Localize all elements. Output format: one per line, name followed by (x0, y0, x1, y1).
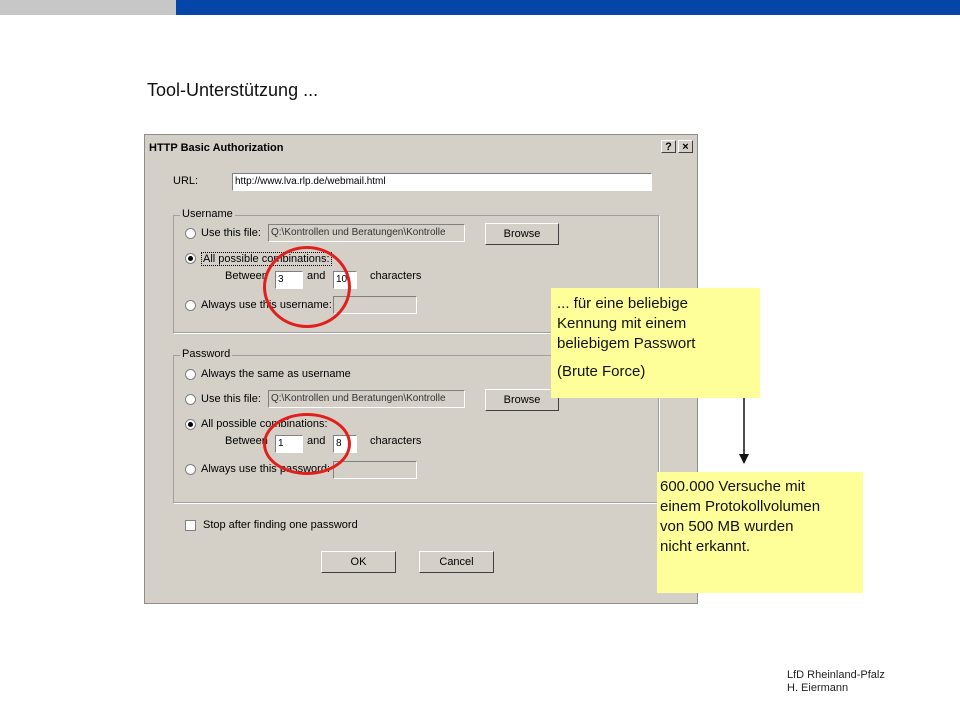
password-use-file-radio[interactable] (185, 394, 196, 405)
attempts-note-line: 600.000 Versuche mit (660, 478, 806, 495)
password-and-label: and (307, 435, 326, 447)
password-fixed-input[interactable] (333, 461, 417, 479)
username-characters-label: characters (370, 270, 422, 282)
brute-force-note (551, 288, 760, 398)
password-group-label: Password (182, 348, 231, 360)
help-button[interactable]: ? (661, 140, 676, 153)
username-max-input[interactable]: 10 (333, 271, 357, 289)
password-use-file-label: Use this file: (201, 393, 261, 405)
username-group-label: Username (182, 208, 233, 220)
brute-force-note-line: (Brute Force) (557, 363, 646, 380)
password-max-input[interactable]: 8 (333, 435, 357, 453)
stop-after-one-label: Stop after finding one password (203, 519, 358, 531)
top-bar-blue (176, 0, 960, 15)
username-and-label: and (307, 270, 326, 282)
slide-title: Tool-Unterstützung ... (147, 80, 319, 100)
footer-author: H. Eiermann (787, 682, 849, 694)
cancel-button[interactable]: Cancel (419, 551, 494, 573)
password-browse-button[interactable]: Browse (485, 389, 559, 411)
attempts-note-line: nicht erkannt. (660, 538, 751, 555)
highlight-ring-password (263, 413, 351, 475)
dialog-title: HTTP Basic Authorization (149, 142, 284, 154)
password-same-label: Always the same as username (201, 368, 351, 380)
url-label: URL: (173, 175, 199, 187)
username-always-radio[interactable] (185, 300, 196, 311)
footer-org: LfD Rheinland-Pfalz (787, 669, 885, 681)
attempts-note-line: von 500 MB wurden (660, 518, 794, 535)
username-between-label: Between (225, 270, 268, 282)
highlight-ring-username (263, 246, 351, 328)
password-same-radio[interactable] (185, 369, 196, 380)
url-input[interactable]: http://www.lva.rlp.de/webmail.html (232, 173, 652, 191)
stop-after-one-checkbox[interactable] (185, 520, 196, 531)
username-all-combinations-label: All possible combinations: (203, 253, 330, 265)
ok-button[interactable]: OK (321, 551, 396, 573)
password-all-combinations-radio[interactable] (185, 419, 196, 430)
password-always-radio[interactable] (185, 464, 196, 475)
username-file-input[interactable]: Q:\Kontrollen und Beratungen\Kontrolle (268, 224, 465, 242)
password-all-combinations-label: All possible combinations: (201, 418, 328, 430)
attempts-note (657, 472, 863, 593)
password-characters-label: characters (370, 435, 422, 447)
username-all-combinations-radio[interactable] (185, 253, 196, 264)
username-use-file-label: Use this file: (201, 227, 261, 239)
attempts-note-line: einem Protokollvolumen (660, 498, 821, 515)
top-bar-grey (0, 0, 176, 15)
brute-force-note-line: ... für eine beliebige (557, 295, 688, 312)
username-min-input[interactable]: 3 (275, 271, 303, 289)
username-use-file-radio[interactable] (185, 228, 196, 239)
password-between-label: Between (225, 435, 268, 447)
username-always-label: Always use this username: (201, 299, 332, 311)
arrow-down-icon (736, 398, 752, 468)
brute-force-note-line: beliebigem Passwort (557, 335, 696, 352)
brute-force-note-line: Kennung mit einem (557, 315, 687, 332)
password-min-input[interactable]: 1 (275, 435, 303, 453)
username-browse-button[interactable]: Browse (485, 223, 559, 245)
password-always-label: Always use this password: (201, 463, 330, 475)
close-button[interactable]: × (678, 140, 693, 153)
footer (787, 669, 885, 695)
password-file-input[interactable]: Q:\Kontrollen und Beratungen\Kontrolle (268, 390, 465, 408)
